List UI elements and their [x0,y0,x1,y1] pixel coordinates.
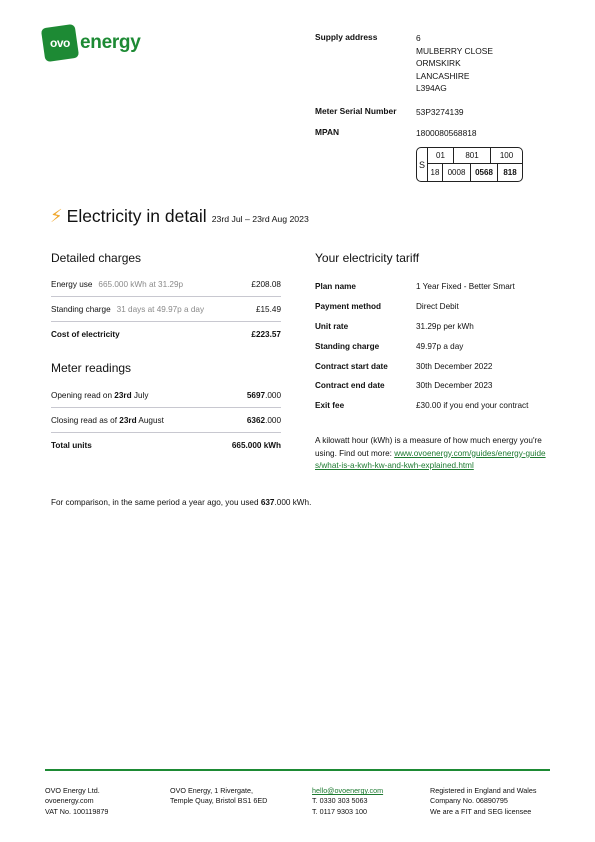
standing-charge-label: Standing charge [51,304,111,314]
tariff-key: Unit rate [315,321,349,331]
meter-serial-label: Meter Serial Number [315,105,397,116]
opening-read-date: 23rd [114,390,132,400]
mpan-value: 1800080568818 [416,127,477,138]
mpan-label: MPAN [315,126,340,137]
kwh-explanation-text: A kilowatt hour (kWh) is a measure of how much energy you're using. Find out more: [315,436,542,458]
closing-read-label: Closing read as of [51,415,120,425]
logo-word: energy [80,32,141,53]
readings-table [51,383,281,458]
tariff-key: Standing charge [315,341,380,351]
tariff-row-end [315,376,528,396]
tariff-row-start [315,356,528,376]
tariff-key: Plan name [315,282,356,292]
tariff-key: Exit fee [315,401,345,411]
footer-website: ovoenergy.com [45,796,94,806]
address-line: LANCASHIRE [416,70,470,81]
tariff-value: Direct Debit [416,302,459,312]
tariff-row-unit-rate [315,317,528,337]
section-title [50,206,309,227]
mpan-s: S [417,148,428,181]
opening-read-month: July [131,390,149,400]
kwh-guide-link[interactable]: www.ovoenergy.com/guides/energy-guides/what-is-a-kwh-kw-and-kwh-explained.html [315,448,546,471]
supply-address-label: Supply address [315,32,378,42]
footer-registration [430,786,536,817]
tariff-row-standing [315,336,528,356]
address-line: L394AG [416,83,447,94]
energy-use-detail: 665.000 kWh at 31.29p [98,279,184,289]
mpan-box [416,147,523,182]
total-units-value: 665.000 kWh [231,441,281,450]
comparison-unit: .000 kWh. [274,498,312,507]
reading-row-total [51,433,281,458]
supply-address [416,32,493,95]
tariff-value: 30th December 2023 [416,381,493,391]
comparison-value: 637 [260,498,275,507]
footer-address-line: Temple Quay, Bristol BS1 6ED [170,796,268,806]
mpan-cell: 18 [428,164,443,181]
footer-phone: T. 0330 303 5063 [312,796,368,806]
footer-reg-line: Company No. 06890795 [430,796,508,806]
page-title: Electricity in detail [66,206,207,226]
mpan-top-row [428,148,522,164]
reading-row-closing [51,408,281,433]
closing-read-date: 23rd [119,415,137,425]
tariff-value: £30.00 if you end your contract [416,401,529,411]
tariff-heading: Your electricity tariff [315,251,420,265]
footer-address-line: OVO Energy, 1 Rivergate, [170,786,253,795]
comparison-text: For comparison, in the same period a year ago, you used [51,498,261,507]
mpan-cell: 801 [454,148,491,163]
footer-vat: VAT No. 100119879 [45,806,109,816]
logo-mark-text: ovo [50,36,70,50]
tariff-row-exit [315,396,528,416]
tariff-row-payment [315,297,528,317]
energy-use-label: Energy use [51,279,93,289]
footer-email-link[interactable]: hello@ovoenergy.com [312,786,384,795]
footer-company [45,786,108,817]
opening-read-decimals: .000 [265,390,281,400]
reading-row-opening [51,383,281,408]
footer-address [170,786,267,807]
cost-label: Cost of electricity [51,330,120,339]
ovo-logo-mark [41,24,79,62]
charge-row-standing [51,297,281,322]
tariff-key: Contract start date [315,361,388,371]
tariff-key: Payment method [315,302,381,312]
mpan-cell: 100 [499,151,514,160]
detailed-charges-heading: Detailed charges [51,251,142,265]
footer-divider [45,769,550,771]
kwh-explanation [315,435,550,473]
meter-serial-value: 53P3274139 [416,106,464,117]
tariff-key: Contract end date [315,381,385,391]
mpan-cell: 818 [503,168,517,177]
footer-company-name: OVO Energy Ltd. [45,786,100,795]
charges-table [51,272,281,347]
meter-readings-heading: Meter readings [51,361,132,375]
year-comparison [51,498,311,507]
footer-contact [312,786,383,817]
cost-value: £223.57 [251,330,281,339]
tariff-table [315,277,528,416]
billing-period: 23rd Jul – 23rd Aug 2023 [211,214,309,224]
tariff-value: 30th December 2022 [416,361,493,371]
tariff-row-plan [315,277,528,297]
tariff-value: 1 Year Fixed - Better Smart [416,282,515,292]
mpan-cell: 01 [428,148,454,163]
footer-phone: T. 0117 9303 100 [312,806,368,816]
closing-read-month: August [136,415,164,425]
mpan-cell: 0568 [471,164,498,181]
address-line: MULBERRY CLOSE [416,45,493,56]
standing-charge-detail: 31 days at 49.97p a day [116,304,205,314]
mpan-bottom-row [428,164,522,181]
closing-read-decimals: .000 [265,415,281,425]
ovo-logo [43,26,141,60]
lightning-bolt-icon: ⚡ [50,206,63,226]
mpan-cell: 0008 [443,164,471,181]
address-line: ORMSKIRK [416,58,461,69]
total-units-label: Total units [51,441,92,450]
tariff-value: 49.97p a day [416,341,464,351]
supply-info [315,32,493,139]
charge-row-energy [51,272,281,297]
address-line: 6 [416,33,421,43]
opening-read-value: 5697 [246,390,266,400]
closing-read-value: 6362 [246,415,266,425]
tariff-value: 31.29p per kWh [416,321,474,331]
footer-reg-line: Registered in England and Wales [430,786,537,795]
footer-reg-line: We are a FIT and SEG licensee [430,806,532,816]
standing-charge-value: £15.49 [255,304,281,314]
energy-use-value: £208.08 [251,279,281,289]
opening-read-label: Opening read on [51,390,115,400]
charge-row-total [51,322,281,347]
